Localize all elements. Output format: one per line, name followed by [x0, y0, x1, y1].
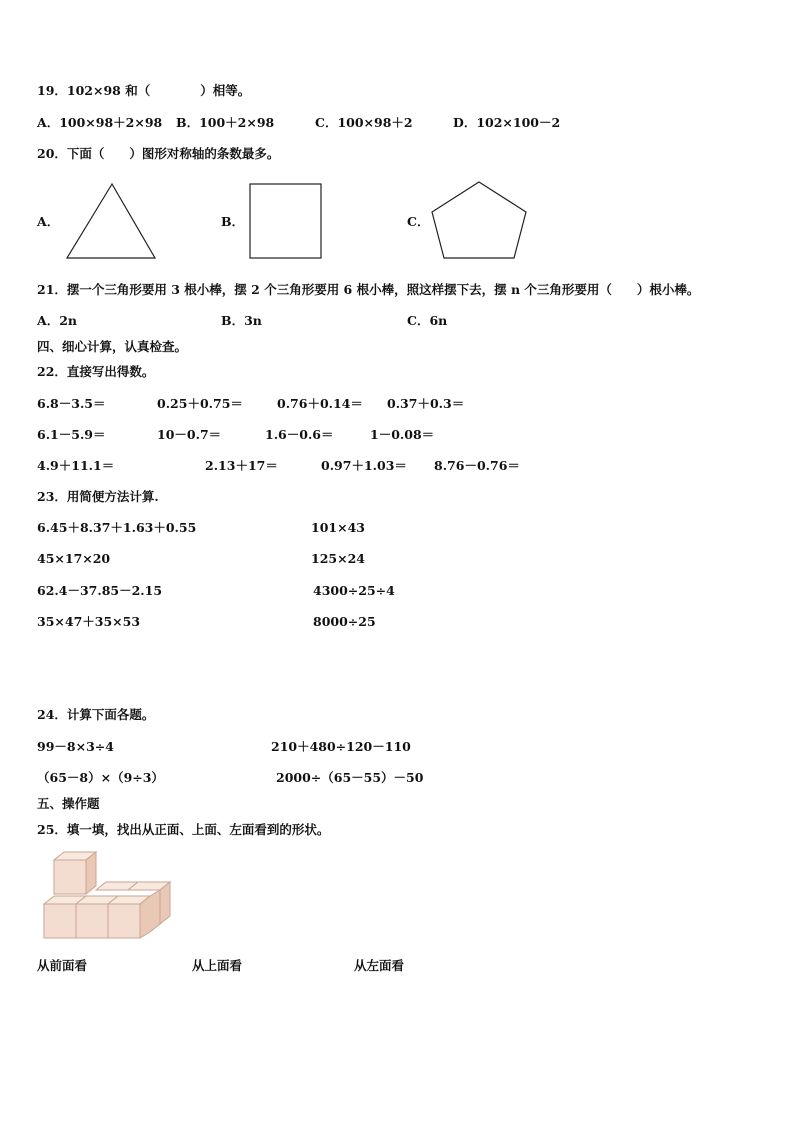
q23-item: 6.45＋8.37＋1.63＋0.55	[37, 520, 197, 535]
q21-stem: 21．摆一个三角形要用 3 根小棒，摆 2 个三角形要用 6 根小棒，照这样摆下去，摆 n 个三角形要用（ ）根小棒。	[37, 282, 700, 297]
q20-option-c[interactable]: C．	[407, 214, 430, 229]
q22-item: 0.76＋0.14＝	[277, 396, 363, 411]
q23-item: 45×17×20	[37, 551, 111, 566]
q22-item: 6.8－3.5＝	[37, 396, 106, 411]
q22-item: 10－0.7＝	[157, 427, 222, 442]
q21-option-b[interactable]: B．3n	[221, 313, 262, 328]
q22-stem: 22．直接写出得数。	[37, 364, 155, 379]
section-4-heading: 四、细心计算，认真检查。	[37, 339, 188, 354]
q19-stem: 19．102×98 和（ ）相等。	[37, 83, 251, 98]
q24-item: 2000÷（65－55）－50	[276, 770, 424, 785]
q19-option-a[interactable]: A．100×98＋2×98	[37, 115, 163, 130]
q23-item: 125×24	[311, 551, 365, 566]
q19-option-c[interactable]: C．100×98＋2	[315, 115, 413, 130]
triangle-figure	[62, 180, 162, 264]
q22-item: 4.9＋11.1＝	[37, 458, 115, 473]
section-5-heading: 五、操作题	[37, 796, 100, 811]
q21-option-a[interactable]: A．2n	[37, 313, 77, 328]
q24-stem: 24．计算下面各题。	[37, 707, 155, 722]
q23-item: 4300÷25÷4	[313, 583, 395, 598]
q22-item: 0.25＋0.75＝	[157, 396, 243, 411]
q25-stem: 25．填一填，找出从正面、上面、左面看到的形状。	[37, 822, 330, 837]
q19-option-b[interactable]: B．100＋2×98	[176, 115, 275, 130]
view-left-label: 从左面看	[354, 958, 405, 973]
view-top-label: 从上面看	[192, 958, 243, 973]
q22-item: 0.37＋0.3＝	[387, 396, 465, 411]
q21-option-c[interactable]: C．6n	[407, 313, 448, 328]
q22-item: 6.1－5.9＝	[37, 427, 106, 442]
q23-stem: 23．用简便方法计算.	[37, 489, 159, 504]
q20-stem: 20．下面（ ）图形对称轴的条数最多。	[37, 146, 280, 161]
q20-option-a[interactable]: A．	[37, 214, 60, 229]
q22-item: 1－0.08＝	[370, 427, 435, 442]
q23-item: 62.4－37.85－2.15	[37, 583, 163, 598]
cube-stack-figure	[40, 848, 172, 944]
q23-item: 8000÷25	[313, 614, 376, 629]
q24-item: 210＋480÷120－110	[271, 739, 411, 754]
q24-item: 99－8×3÷4	[37, 739, 114, 754]
q19-option-d[interactable]: D．102×100－2	[453, 115, 561, 130]
q24-item: （65－8）×（9÷3）	[37, 770, 164, 785]
q20-option-b[interactable]: B．	[221, 214, 245, 229]
q23-item: 101×43	[311, 520, 365, 535]
square-figure	[246, 180, 326, 262]
q22-item: 1.6－0.6＝	[265, 427, 334, 442]
q22-item: 0.97＋1.03＝	[321, 458, 407, 473]
pentagon-figure	[428, 178, 532, 264]
q23-item: 35×47＋35×53	[37, 614, 141, 629]
view-front-label: 从前面看	[37, 958, 88, 973]
q22-item: 2.13＋17＝	[205, 458, 278, 473]
q22-item: 8.76－0.76＝	[434, 458, 520, 473]
